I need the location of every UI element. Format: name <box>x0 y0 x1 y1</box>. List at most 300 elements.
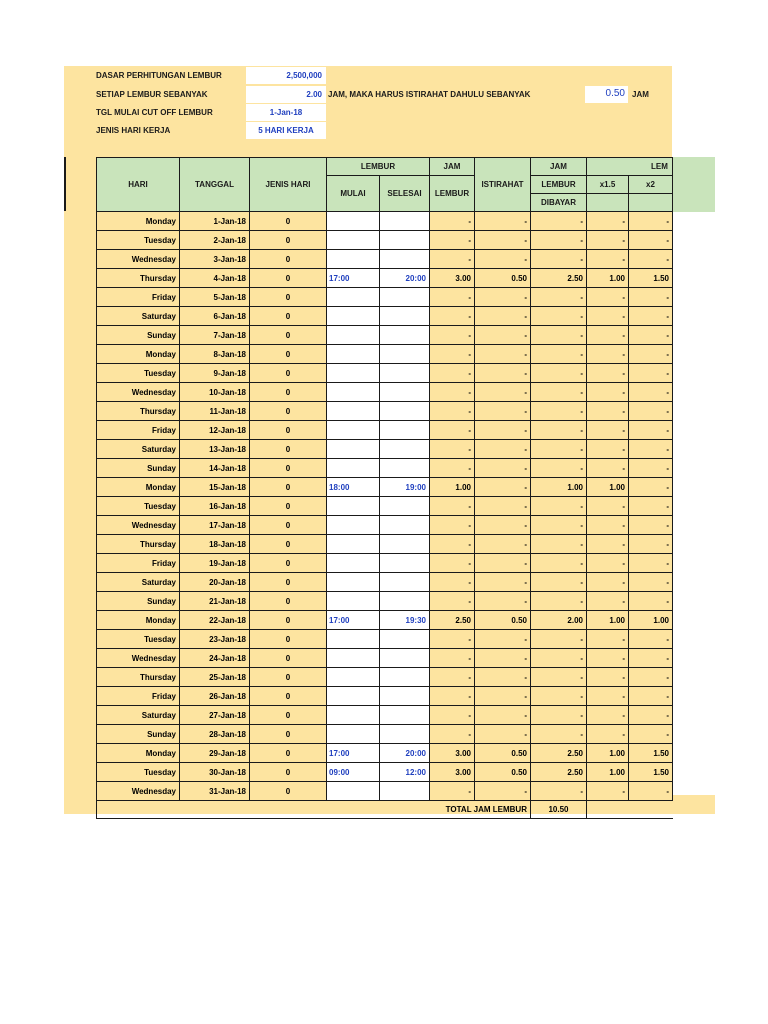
cell-mulai[interactable] <box>327 383 380 402</box>
cell-jam-lembur: - <box>430 250 475 269</box>
cell-tanggal: 3-Jan-18 <box>180 250 250 269</box>
cell-tanggal: 6-Jan-18 <box>180 307 250 326</box>
cell-x15: - <box>587 212 629 231</box>
table-row <box>97 706 673 725</box>
cell-istirahat: - <box>475 231 531 250</box>
cell-tanggal: 27-Jan-18 <box>180 706 250 725</box>
jenis-value[interactable]: 5 HARI KERJA <box>258 126 314 135</box>
cell-mulai[interactable] <box>327 459 380 478</box>
cell-jenis-hari: 0 <box>250 573 327 592</box>
cell-jam-lembur: - <box>430 516 475 535</box>
cell-x15: - <box>587 383 629 402</box>
cell-mulai[interactable] <box>327 288 380 307</box>
cell-tanggal: 2-Jan-18 <box>180 231 250 250</box>
cell-selesai[interactable] <box>380 782 430 801</box>
cell-x15: - <box>587 288 629 307</box>
cell-x2: - <box>629 497 673 516</box>
cell-mulai[interactable] <box>327 212 380 231</box>
table-row <box>97 478 673 497</box>
cell-tanggal: 5-Jan-18 <box>180 288 250 307</box>
cell-istirahat: - <box>475 250 531 269</box>
cell-x2: - <box>629 554 673 573</box>
cell-x15: - <box>587 326 629 345</box>
cell-x2: - <box>629 307 673 326</box>
cell-hari: Monday <box>97 478 180 497</box>
cell-selesai[interactable] <box>380 554 430 573</box>
cell-selesai[interactable]: 19:00 <box>380 478 430 497</box>
cell-jenis-hari: 0 <box>250 611 327 630</box>
col-header-istirahat: ISTIRAHAT <box>475 158 531 212</box>
cell-x2: - <box>629 687 673 706</box>
cell-x15: 1.00 <box>587 763 629 782</box>
cell-selesai[interactable] <box>380 288 430 307</box>
cell-hari: Thursday <box>97 269 180 288</box>
cell-hari: Saturday <box>97 706 180 725</box>
cell-istirahat: - <box>475 573 531 592</box>
cell-jenis-hari: 0 <box>250 535 327 554</box>
cell-x2: 1.00 <box>629 611 673 630</box>
table-row <box>97 459 673 478</box>
cell-istirahat: - <box>475 212 531 231</box>
cell-mulai[interactable]: 18:00 <box>327 478 380 497</box>
istirahat-text: JAM, MAKA HARUS ISTIRAHAT DAHULU SEBANYAK <box>328 90 531 99</box>
cell-mulai[interactable] <box>327 668 380 687</box>
cell-jam-lembur: - <box>430 725 475 744</box>
cell-jam-dibayar: - <box>531 402 587 421</box>
cell-selesai[interactable]: 20:00 <box>380 269 430 288</box>
istirahat-value[interactable]: 0.50 <box>605 88 625 99</box>
cell-x2: 1.50 <box>629 269 673 288</box>
cell-jam-dibayar: - <box>531 554 587 573</box>
cell-jenis-hari: 0 <box>250 649 327 668</box>
cell-hari: Thursday <box>97 402 180 421</box>
cell-hari: Sunday <box>97 592 180 611</box>
cell-jenis-hari: 0 <box>250 250 327 269</box>
cell-jam-dibayar: - <box>531 782 587 801</box>
cell-x15: - <box>587 250 629 269</box>
cell-mulai[interactable]: 09:00 <box>327 763 380 782</box>
cell-x2: - <box>629 421 673 440</box>
cell-mulai[interactable] <box>327 497 380 516</box>
col-header-lembur-2: LEMBUR <box>430 176 475 212</box>
cell-x15: - <box>587 459 629 478</box>
cell-istirahat: - <box>475 649 531 668</box>
cell-mulai[interactable] <box>327 649 380 668</box>
cell-jam-dibayar: - <box>531 649 587 668</box>
cell-jenis-hari: 0 <box>250 516 327 535</box>
cell-selesai[interactable] <box>380 250 430 269</box>
cell-jam-lembur: - <box>430 649 475 668</box>
cell-jenis-hari: 0 <box>250 668 327 687</box>
cell-jenis-hari: 0 <box>250 402 327 421</box>
cell-istirahat: - <box>475 364 531 383</box>
cell-mulai[interactable] <box>327 421 380 440</box>
cell-istirahat: - <box>475 288 531 307</box>
cell-jam-dibayar: - <box>531 630 587 649</box>
cell-selesai[interactable] <box>380 345 430 364</box>
cell-x2: - <box>629 459 673 478</box>
cell-x2: - <box>629 383 673 402</box>
cell-selesai[interactable] <box>380 326 430 345</box>
col-header-lembur-3: LEMBUR <box>531 176 587 194</box>
cell-x15: - <box>587 573 629 592</box>
cell-jenis-hari: 0 <box>250 630 327 649</box>
cell-jenis-hari: 0 <box>250 687 327 706</box>
cell-tanggal: 8-Jan-18 <box>180 345 250 364</box>
cell-istirahat: - <box>475 706 531 725</box>
cell-selesai[interactable] <box>380 459 430 478</box>
cell-x2: - <box>629 630 673 649</box>
total-overflow-fill <box>672 795 715 814</box>
cell-selesai[interactable] <box>380 307 430 326</box>
table-row <box>97 725 673 744</box>
cell-selesai[interactable] <box>380 535 430 554</box>
cell-istirahat: - <box>475 383 531 402</box>
cell-x15: - <box>587 516 629 535</box>
table-row <box>97 763 673 782</box>
cell-x15: 1.00 <box>587 611 629 630</box>
cell-selesai[interactable] <box>380 649 430 668</box>
total-label: TOTAL JAM LEMBUR <box>97 801 531 819</box>
cell-x15: - <box>587 668 629 687</box>
cell-x2: - <box>629 440 673 459</box>
total-blank-2 <box>629 801 673 819</box>
dasar-label: DASAR PERHITUNGAN LEMBUR <box>96 71 222 80</box>
cell-x15: - <box>587 725 629 744</box>
cell-istirahat: - <box>475 421 531 440</box>
cell-x15: - <box>587 687 629 706</box>
cell-mulai[interactable] <box>327 630 380 649</box>
cell-jam-dibayar: - <box>531 421 587 440</box>
cell-x15: 1.00 <box>587 478 629 497</box>
cell-istirahat: - <box>475 326 531 345</box>
cell-jenis-hari: 0 <box>250 440 327 459</box>
cell-istirahat: - <box>475 668 531 687</box>
cell-jenis-hari: 0 <box>250 212 327 231</box>
cell-x2: - <box>629 231 673 250</box>
cell-x2: - <box>629 535 673 554</box>
cell-jam-dibayar: - <box>531 706 587 725</box>
cell-hari: Sunday <box>97 326 180 345</box>
cell-selesai[interactable] <box>380 440 430 459</box>
cell-x2: - <box>629 668 673 687</box>
cell-istirahat: - <box>475 440 531 459</box>
cell-istirahat: - <box>475 554 531 573</box>
cell-jam-dibayar: 2.50 <box>531 763 587 782</box>
cell-jam-dibayar: - <box>531 459 587 478</box>
cell-selesai[interactable] <box>380 364 430 383</box>
table-row <box>97 307 673 326</box>
cell-jam-dibayar: - <box>531 326 587 345</box>
cell-jam-lembur: - <box>430 535 475 554</box>
cell-x15: 1.00 <box>587 269 629 288</box>
table-row <box>97 231 673 250</box>
cell-jenis-hari: 0 <box>250 269 327 288</box>
table-row <box>97 744 673 763</box>
table-row <box>97 364 673 383</box>
cell-hari: Saturday <box>97 440 180 459</box>
table-row <box>97 402 673 421</box>
cell-x2: - <box>629 516 673 535</box>
cell-x2: - <box>629 364 673 383</box>
col-header-jenis-hari: JENIS HARI <box>250 158 327 212</box>
cell-tanggal: 19-Jan-18 <box>180 554 250 573</box>
cell-jam-lembur: - <box>430 668 475 687</box>
cell-tanggal: 31-Jan-18 <box>180 782 250 801</box>
table-row <box>97 630 673 649</box>
cell-hari: Monday <box>97 212 180 231</box>
cell-mulai[interactable]: 17:00 <box>327 744 380 763</box>
tgl-label: TGL MULAI CUT OFF LEMBUR <box>96 108 213 117</box>
cell-jam-lembur: 3.00 <box>430 744 475 763</box>
cell-mulai[interactable] <box>327 687 380 706</box>
cell-x15: - <box>587 497 629 516</box>
cell-jam-dibayar: - <box>531 345 587 364</box>
table-row <box>97 383 673 402</box>
cell-tanggal: 12-Jan-18 <box>180 421 250 440</box>
cell-x2: - <box>629 478 673 497</box>
cell-hari: Tuesday <box>97 630 180 649</box>
table-row <box>97 212 673 231</box>
cell-x15: - <box>587 592 629 611</box>
cell-jam-dibayar: 1.00 <box>531 478 587 497</box>
cell-selesai[interactable] <box>380 231 430 250</box>
cell-istirahat: - <box>475 497 531 516</box>
table-row <box>97 345 673 364</box>
cell-mulai[interactable]: 17:00 <box>327 269 380 288</box>
total-blank-1 <box>587 801 629 819</box>
cell-selesai[interactable] <box>380 497 430 516</box>
cell-x2: - <box>629 573 673 592</box>
jam-unit: JAM <box>632 90 649 99</box>
cell-x2: - <box>629 250 673 269</box>
cell-hari: Tuesday <box>97 231 180 250</box>
col-header-x15-blank <box>587 194 629 212</box>
col-header-x15: x1.5 <box>587 176 629 194</box>
cell-tanggal: 20-Jan-18 <box>180 573 250 592</box>
cell-mulai[interactable] <box>327 592 380 611</box>
cell-selesai[interactable] <box>380 383 430 402</box>
cell-jenis-hari: 0 <box>250 478 327 497</box>
cell-jam-lembur: 1.00 <box>430 478 475 497</box>
cell-selesai[interactable] <box>380 592 430 611</box>
cell-x2: 1.50 <box>629 763 673 782</box>
cell-jenis-hari: 0 <box>250 763 327 782</box>
cell-mulai[interactable] <box>327 516 380 535</box>
cell-istirahat: - <box>475 782 531 801</box>
table-row <box>97 554 673 573</box>
table-row <box>97 782 673 801</box>
cell-x2: - <box>629 402 673 421</box>
cell-tanggal: 29-Jan-18 <box>180 744 250 763</box>
cell-x2: - <box>629 725 673 744</box>
tgl-value[interactable]: 1-Jan-18 <box>269 108 303 117</box>
table-row <box>97 250 673 269</box>
dasar-value[interactable]: 2,500,000 <box>286 71 322 80</box>
cell-jam-lembur: - <box>430 706 475 725</box>
table-row <box>97 649 673 668</box>
cell-tanggal: 7-Jan-18 <box>180 326 250 345</box>
table-row <box>97 516 673 535</box>
cell-selesai[interactable]: 19:30 <box>380 611 430 630</box>
cell-jam-lembur: - <box>430 459 475 478</box>
cell-mulai[interactable] <box>327 706 380 725</box>
cell-mulai[interactable] <box>327 573 380 592</box>
table-row <box>97 326 673 345</box>
col-header-x2: x2 <box>629 176 673 194</box>
cell-hari: Tuesday <box>97 497 180 516</box>
cell-selesai[interactable] <box>380 687 430 706</box>
col-header-dibayar: DIBAYAR <box>531 194 587 212</box>
cell-hari: Friday <box>97 288 180 307</box>
cell-tanggal: 13-Jan-18 <box>180 440 250 459</box>
cell-mulai[interactable] <box>327 364 380 383</box>
cell-selesai[interactable] <box>380 573 430 592</box>
cell-selesai[interactable] <box>380 706 430 725</box>
cell-jenis-hari: 0 <box>250 326 327 345</box>
cell-selesai[interactable]: 12:00 <box>380 763 430 782</box>
cell-jam-dibayar: - <box>531 288 587 307</box>
total-value: 10.50 <box>531 801 587 819</box>
cell-x2: - <box>629 326 673 345</box>
cell-hari: Thursday <box>97 535 180 554</box>
cell-jam-lembur: 3.00 <box>430 763 475 782</box>
cell-mulai[interactable] <box>327 345 380 364</box>
cell-jenis-hari: 0 <box>250 421 327 440</box>
cell-hari: Monday <box>97 611 180 630</box>
cell-istirahat: - <box>475 516 531 535</box>
cell-mulai[interactable] <box>327 326 380 345</box>
cell-istirahat: 0.50 <box>475 611 531 630</box>
cell-jenis-hari: 0 <box>250 231 327 250</box>
cell-hari: Friday <box>97 554 180 573</box>
cell-jam-lembur: - <box>430 687 475 706</box>
cell-mulai[interactable] <box>327 440 380 459</box>
cell-mulai[interactable] <box>327 250 380 269</box>
cell-hari: Friday <box>97 687 180 706</box>
cell-jam-dibayar: 2.50 <box>531 744 587 763</box>
cell-x2: - <box>629 288 673 307</box>
header-overflow-fill <box>672 157 715 212</box>
table-row <box>97 421 673 440</box>
cell-jam-dibayar: - <box>531 440 587 459</box>
table-row <box>97 288 673 307</box>
cell-jam-dibayar: - <box>531 212 587 231</box>
cell-jam-lembur: - <box>430 497 475 516</box>
cell-tanggal: 17-Jan-18 <box>180 516 250 535</box>
cell-tanggal: 11-Jan-18 <box>180 402 250 421</box>
cell-istirahat: - <box>475 478 531 497</box>
cell-x15: - <box>587 554 629 573</box>
left-border-line <box>64 157 66 211</box>
cell-hari: Monday <box>97 744 180 763</box>
cell-istirahat: - <box>475 630 531 649</box>
cell-mulai[interactable] <box>327 782 380 801</box>
cell-jenis-hari: 0 <box>250 307 327 326</box>
cell-x15: - <box>587 364 629 383</box>
cell-mulai[interactable] <box>327 402 380 421</box>
cell-jam-lembur: 3.00 <box>430 269 475 288</box>
cell-jam-dibayar: - <box>531 231 587 250</box>
cell-mulai[interactable] <box>327 535 380 554</box>
cell-istirahat: 0.50 <box>475 269 531 288</box>
cell-jam-dibayar: - <box>531 535 587 554</box>
cell-x15: - <box>587 782 629 801</box>
cell-selesai[interactable] <box>380 668 430 687</box>
cell-hari: Thursday <box>97 668 180 687</box>
cell-jam-dibayar: - <box>531 383 587 402</box>
col-header-selesai: SELESAI <box>380 176 430 212</box>
setiap-value[interactable]: 2.00 <box>306 90 322 99</box>
cell-x15: 1.00 <box>587 744 629 763</box>
cell-selesai[interactable] <box>380 725 430 744</box>
cell-jam-dibayar: - <box>531 364 587 383</box>
col-header-hari: HARI <box>97 158 180 212</box>
cell-hari: Saturday <box>97 307 180 326</box>
cell-mulai[interactable]: 17:00 <box>327 611 380 630</box>
cell-tanggal: 28-Jan-18 <box>180 725 250 744</box>
table-row <box>97 535 673 554</box>
cell-x15: - <box>587 421 629 440</box>
cell-hari: Wednesday <box>97 250 180 269</box>
cell-jam-lembur: - <box>430 383 475 402</box>
col-header-mulai: MULAI <box>327 176 380 212</box>
table-row <box>97 592 673 611</box>
cell-jam-lembur: - <box>430 421 475 440</box>
cell-jam-dibayar: - <box>531 307 587 326</box>
cell-tanggal: 22-Jan-18 <box>180 611 250 630</box>
cell-mulai[interactable] <box>327 725 380 744</box>
col-header-jam-2: JAM <box>531 158 587 176</box>
col-header-x2-blank <box>629 194 673 212</box>
cell-jam-lembur: - <box>430 288 475 307</box>
cell-tanggal: 4-Jan-18 <box>180 269 250 288</box>
col-header-tanggal: TANGGAL <box>180 158 250 212</box>
cell-istirahat: - <box>475 725 531 744</box>
cell-selesai[interactable] <box>380 402 430 421</box>
table-row <box>97 573 673 592</box>
cell-selesai[interactable] <box>380 212 430 231</box>
cell-selesai[interactable]: 20:00 <box>380 744 430 763</box>
cell-hari: Monday <box>97 345 180 364</box>
cell-hari: Sunday <box>97 459 180 478</box>
cell-selesai[interactable] <box>380 516 430 535</box>
cell-mulai[interactable] <box>327 231 380 250</box>
cell-tanggal: 1-Jan-18 <box>180 212 250 231</box>
cell-tanggal: 30-Jan-18 <box>180 763 250 782</box>
cell-x15: - <box>587 440 629 459</box>
cell-tanggal: 10-Jan-18 <box>180 383 250 402</box>
cell-x15: - <box>587 402 629 421</box>
cell-jam-dibayar: - <box>531 725 587 744</box>
cell-istirahat: - <box>475 459 531 478</box>
cell-mulai[interactable] <box>327 307 380 326</box>
cell-jenis-hari: 0 <box>250 744 327 763</box>
cell-tanggal: 23-Jan-18 <box>180 630 250 649</box>
cell-mulai[interactable] <box>327 554 380 573</box>
cell-jam-dibayar: - <box>531 573 587 592</box>
cell-tanggal: 24-Jan-18 <box>180 649 250 668</box>
cell-selesai[interactable] <box>380 421 430 440</box>
cell-jam-dibayar: - <box>531 592 587 611</box>
cell-tanggal: 18-Jan-18 <box>180 535 250 554</box>
cell-tanggal: 16-Jan-18 <box>180 497 250 516</box>
col-header-lem-cut: LEM <box>587 158 673 176</box>
cell-selesai[interactable] <box>380 630 430 649</box>
cell-x15: - <box>587 706 629 725</box>
cell-jenis-hari: 0 <box>250 364 327 383</box>
cell-jenis-hari: 0 <box>250 288 327 307</box>
